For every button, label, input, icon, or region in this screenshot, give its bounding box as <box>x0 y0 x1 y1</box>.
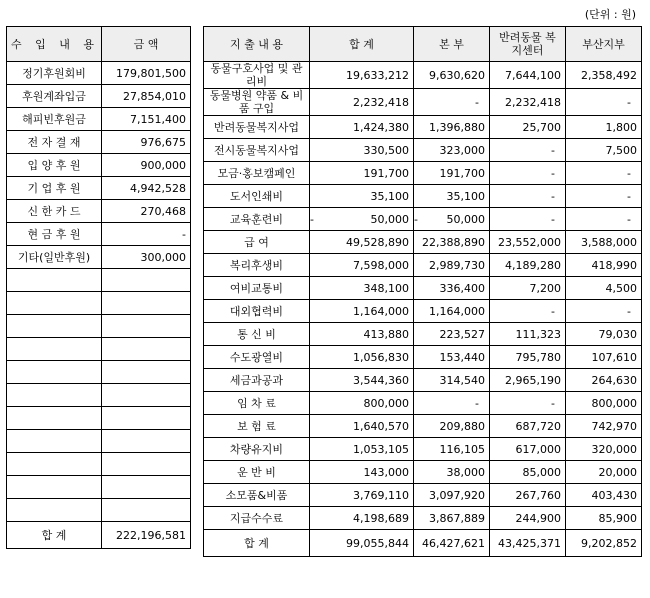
expense-item-name: 여비교통비 <box>204 277 310 300</box>
expense-item-name: 차량유지비 <box>204 438 310 461</box>
table-row <box>7 269 191 292</box>
income-item-amount: 7,151,400 <box>102 108 191 131</box>
expense-hq: 191,700 <box>414 162 490 185</box>
expense-hq: 1,396,880 <box>414 116 490 139</box>
expense-item-name: 전시동물복지사업 <box>204 139 310 162</box>
income-item-name: 해피빈후원금 <box>7 108 102 131</box>
income-table <box>6 26 191 549</box>
table-row <box>7 108 191 131</box>
table-row <box>7 499 191 522</box>
expense-total: 49,528,890 <box>310 231 414 254</box>
expense-item-name: 복리후생비 <box>204 254 310 277</box>
expense-total: 1,640,570 <box>310 415 414 438</box>
expense-item-name: 수도광열비 <box>204 346 310 369</box>
expense-center: 111,323 <box>490 323 566 346</box>
expense-busan: 7,500 <box>566 139 642 162</box>
table-row <box>7 407 191 430</box>
expense-item-name: 모금·홍보캠페인 <box>204 162 310 185</box>
expense-hq: 153,440 <box>414 346 490 369</box>
expense-center: 244,900 <box>490 507 566 530</box>
table-row <box>7 154 191 177</box>
expense-total-busan: 9,202,852 <box>566 530 642 557</box>
income-item-name: 전 자 결 재 <box>7 131 102 154</box>
income-item-name: 기타(일반후원) <box>7 246 102 269</box>
expense-busan: - <box>566 185 642 208</box>
expense-total: 330,500 <box>310 139 414 162</box>
expense-hq: 3,867,889 <box>414 507 490 530</box>
table-row <box>204 507 642 530</box>
expense-center: - <box>490 300 566 323</box>
income-item-name: 현 금 후 원 <box>7 223 102 246</box>
empty-cell <box>7 476 102 499</box>
expense-total: 1,056,830 <box>310 346 414 369</box>
expense-busan: - <box>566 162 642 185</box>
expense-total: 4,198,689 <box>310 507 414 530</box>
table-row <box>7 85 191 108</box>
empty-cell <box>7 384 102 407</box>
income-header-amount: 금 액 <box>102 27 191 62</box>
expense-hq: 3,097,920 <box>414 484 490 507</box>
expense-item-name: 소모품&비품 <box>204 484 310 507</box>
table-row <box>204 231 642 254</box>
empty-cell <box>7 361 102 384</box>
expense-item-name: 교육훈련비 <box>204 208 310 231</box>
expense-hq: 223,527 <box>414 323 490 346</box>
expense-item-name: 급 여 <box>204 231 310 254</box>
expense-total: 19,633,212 <box>310 62 414 89</box>
minus-marker: - <box>414 212 418 226</box>
expense-total: 143,000 <box>310 461 414 484</box>
expense-busan: 85,900 <box>566 507 642 530</box>
table-row <box>7 246 191 269</box>
empty-cell <box>7 269 102 292</box>
expense-total: 3,769,110 <box>310 484 414 507</box>
table-row <box>204 438 642 461</box>
expense-busan: 107,610 <box>566 346 642 369</box>
expense-center: 267,760 <box>490 484 566 507</box>
income-item-amount: - <box>102 223 191 246</box>
table-row <box>204 62 642 89</box>
table-row <box>204 89 642 116</box>
expense-total-sum: 99,055,844 <box>310 530 414 557</box>
income-item-amount: 27,854,010 <box>102 85 191 108</box>
expense-header-total: 합 계 <box>310 27 414 62</box>
expense-center: 4,189,280 <box>490 254 566 277</box>
expense-center: 25,700 <box>490 116 566 139</box>
expense-hq: 9,630,620 <box>414 62 490 89</box>
expense-header-center: 반려동물 복지센터 <box>490 27 566 62</box>
expense-item-name: 통 신 비 <box>204 323 310 346</box>
expense-total: 191,700 <box>310 162 414 185</box>
expense-total: 1,424,380 <box>310 116 414 139</box>
expense-center: 7,644,100 <box>490 62 566 89</box>
table-row <box>7 223 191 246</box>
expense-busan: 418,990 <box>566 254 642 277</box>
expense-total-center: 43,425,371 <box>490 530 566 557</box>
empty-cell <box>102 499 191 522</box>
table-row <box>204 116 642 139</box>
expense-total: 800,000 <box>310 392 414 415</box>
income-item-amount: 900,000 <box>102 154 191 177</box>
income-total-label: 합 계 <box>7 522 102 549</box>
table-row <box>204 346 642 369</box>
expense-item-name: 보 험 료 <box>204 415 310 438</box>
expense-hq: 314,540 <box>414 369 490 392</box>
expense-center: 85,000 <box>490 461 566 484</box>
expense-busan: 800,000 <box>566 392 642 415</box>
expense-busan: 2,358,492 <box>566 62 642 89</box>
table-row <box>7 453 191 476</box>
empty-cell <box>7 292 102 315</box>
income-total-row <box>7 522 191 549</box>
expense-center: 7,200 <box>490 277 566 300</box>
expense-hq: 336,400 <box>414 277 490 300</box>
income-total-amount: 222,196,581 <box>102 522 191 549</box>
expense-busan: 20,000 <box>566 461 642 484</box>
income-item-amount: 270,468 <box>102 200 191 223</box>
unit-label: (단위 : 원) <box>584 8 636 21</box>
income-header-item: 수 입 내 용 <box>7 27 102 62</box>
table-row <box>7 384 191 407</box>
expense-center: 2,965,190 <box>490 369 566 392</box>
empty-cell <box>7 315 102 338</box>
income-item-amount: 179,801,500 <box>102 62 191 85</box>
table-row <box>7 476 191 499</box>
expense-center: - <box>490 162 566 185</box>
expense-item-name: 도서인쇄비 <box>204 185 310 208</box>
table-row <box>7 177 191 200</box>
expense-total: 1,164,000 <box>310 300 414 323</box>
expense-hq: - <box>414 89 490 116</box>
expense-busan: 742,970 <box>566 415 642 438</box>
expense-center: - <box>490 392 566 415</box>
table-row <box>204 300 642 323</box>
expense-hq: 22,388,890 <box>414 231 490 254</box>
expense-center: - <box>490 208 566 231</box>
income-item-name: 정기후원회비 <box>7 62 102 85</box>
expense-center: - <box>490 139 566 162</box>
expense-center: 23,552,000 <box>490 231 566 254</box>
table-row <box>7 430 191 453</box>
expense-item-name: 지급수수료 <box>204 507 310 530</box>
table-row <box>204 415 642 438</box>
expense-total: 7,598,000 <box>310 254 414 277</box>
expense-item-name: 세금과공과 <box>204 369 310 392</box>
expense-total: 35,100 <box>310 185 414 208</box>
expense-total: 3,544,360 <box>310 369 414 392</box>
expense-total: 413,880 <box>310 323 414 346</box>
expense-hq: 38,000 <box>414 461 490 484</box>
expense-hq: 2,989,730 <box>414 254 490 277</box>
table-row <box>204 484 642 507</box>
income-item-amount: 300,000 <box>102 246 191 269</box>
table-row <box>7 200 191 223</box>
expense-busan: - <box>566 208 642 231</box>
expense-hq: 209,880 <box>414 415 490 438</box>
empty-cell <box>7 453 102 476</box>
expense-item-name: 반려동물복지사업 <box>204 116 310 139</box>
empty-cell <box>7 499 102 522</box>
expense-total-label: 합 계 <box>204 530 310 557</box>
expense-total: - 50,000 <box>310 208 414 231</box>
expense-center: 2,232,418 <box>490 89 566 116</box>
expense-busan: 264,630 <box>566 369 642 392</box>
table-row <box>204 277 642 300</box>
table-row <box>204 461 642 484</box>
expense-header-busan: 부산지부 <box>566 27 642 62</box>
expense-busan: 403,430 <box>566 484 642 507</box>
expense-header-row <box>204 27 642 62</box>
expense-total: 1,053,105 <box>310 438 414 461</box>
expense-item-name: 동물구호사업 및 관리비 <box>204 62 310 89</box>
empty-cell <box>102 292 191 315</box>
income-header-row <box>7 27 191 62</box>
expense-total: 348,100 <box>310 277 414 300</box>
empty-cell <box>102 430 191 453</box>
empty-cell <box>102 453 191 476</box>
expense-busan: 79,030 <box>566 323 642 346</box>
expense-busan: - <box>566 300 642 323</box>
table-row <box>7 131 191 154</box>
expense-center: 687,720 <box>490 415 566 438</box>
table-row <box>7 315 191 338</box>
empty-cell <box>7 407 102 430</box>
income-item-name: 신 한 카 드 <box>7 200 102 223</box>
expense-item-name: 운 반 비 <box>204 461 310 484</box>
expense-busan: 4,500 <box>566 277 642 300</box>
empty-cell <box>102 315 191 338</box>
income-item-name: 기 업 후 원 <box>7 177 102 200</box>
table-row <box>204 185 642 208</box>
table-row <box>204 162 642 185</box>
expense-header-hq: 본 부 <box>414 27 490 62</box>
income-item-amount: 4,942,528 <box>102 177 191 200</box>
table-row <box>204 139 642 162</box>
empty-cell <box>102 338 191 361</box>
expense-item-name: 임 차 료 <box>204 392 310 415</box>
table-row <box>204 369 642 392</box>
empty-cell <box>102 407 191 430</box>
expense-busan: 3,588,000 <box>566 231 642 254</box>
expense-hq: - <box>414 392 490 415</box>
expense-total-hq: 46,427,621 <box>414 530 490 557</box>
expense-hq: 35,100 <box>414 185 490 208</box>
table-row <box>7 62 191 85</box>
table-row <box>7 292 191 315</box>
empty-cell <box>7 430 102 453</box>
table-row <box>7 361 191 384</box>
expense-item-name: 동물병원 약품 & 비품 구입 <box>204 89 310 116</box>
expense-hq: 1,164,000 <box>414 300 490 323</box>
empty-cell <box>102 361 191 384</box>
expense-table <box>203 26 642 557</box>
table-row <box>204 254 642 277</box>
expense-center: 795,780 <box>490 346 566 369</box>
expense-total-row <box>204 530 642 557</box>
expense-total: 2,232,418 <box>310 89 414 116</box>
empty-cell <box>102 476 191 499</box>
expense-hq: 323,000 <box>414 139 490 162</box>
expense-center: 617,000 <box>490 438 566 461</box>
empty-cell <box>102 269 191 292</box>
table-row <box>204 208 642 231</box>
empty-cell <box>102 384 191 407</box>
table-row <box>7 338 191 361</box>
income-item-amount: 976,675 <box>102 131 191 154</box>
expense-hq: 116,105 <box>414 438 490 461</box>
empty-cell <box>7 338 102 361</box>
income-item-name: 후원계좌입금 <box>7 85 102 108</box>
table-row <box>204 323 642 346</box>
expense-item-name: 대외협력비 <box>204 300 310 323</box>
income-item-name: 입 양 후 원 <box>7 154 102 177</box>
minus-marker: - <box>310 212 314 226</box>
expense-header-item: 지 출 내 용 <box>204 27 310 62</box>
expense-hq: - 50,000 <box>414 208 490 231</box>
expense-busan: 1,800 <box>566 116 642 139</box>
expense-center: - <box>490 185 566 208</box>
expense-busan: 320,000 <box>566 438 642 461</box>
table-row <box>204 392 642 415</box>
expense-busan: - <box>566 89 642 116</box>
